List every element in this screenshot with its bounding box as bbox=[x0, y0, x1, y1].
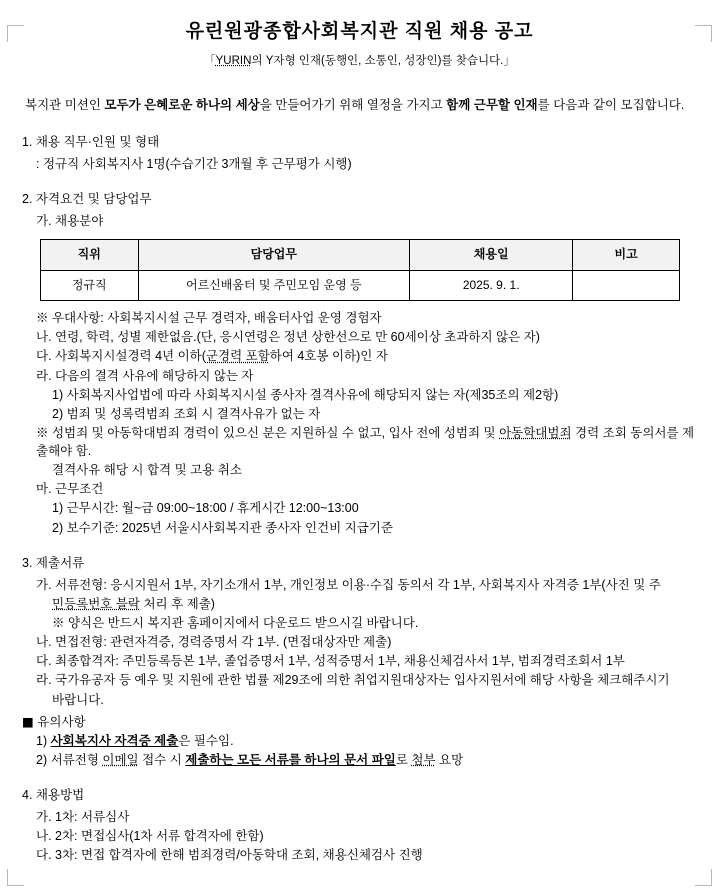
caution-item-1-number: 1) bbox=[36, 733, 48, 748]
table-cell-position: 정규직 bbox=[41, 270, 139, 300]
square-bullet-icon: ■ bbox=[22, 713, 34, 729]
cautions-block bbox=[22, 713, 697, 769]
section-3-heading bbox=[22, 554, 697, 572]
crop-mark-top-left bbox=[7, 25, 24, 42]
documents-item-ga-rest: 처리 후 제출) bbox=[140, 596, 215, 611]
crime-record-note-3: 결격사유 해당 시 합격 및 고용 취소 bbox=[52, 463, 242, 478]
section-method bbox=[22, 786, 697, 865]
method-item-na: 나. 2차: 면접심사(1차 서류 합격자에 한함) bbox=[36, 829, 264, 844]
qualification-item-da-rest: 하여 4호봉 이하)인 자 bbox=[269, 349, 388, 364]
documents-item-ga-line1: 가. 서류전형: 응시지원서 1부, 자기소개서 1부, 개인정보 이용·수집 동의서 각 1부, 사회복지사 자격증 1부(사진 및 주 bbox=[36, 577, 661, 592]
page-subtitle bbox=[22, 53, 697, 70]
section-1-line-1: : 정규직 사회복지사 1명(수습기간 3개월 후 근무평가 시행) bbox=[36, 156, 352, 171]
intro-bold-2: 함께 근무할 인재 bbox=[446, 98, 538, 113]
work-conditions-hours: 1) 근무시간: 월~금 09:00~18:00 / 휴게시간 12:00~13:00 bbox=[52, 501, 359, 516]
documents-form-note: ※ 양식은 반드시 복지관 홈페이지에서 다운로드 받으시길 바랍니다. bbox=[52, 616, 419, 630]
section-4-number: 4. bbox=[22, 788, 33, 802]
cautions-heading-label: 유의사항 bbox=[37, 714, 86, 729]
table-header-position: 직위 bbox=[41, 240, 139, 270]
method-item-da: 다. 3차: 면접 합격자에 한해 범죄경력/아동학대 조회, 채용신체검사 진행 bbox=[36, 848, 423, 863]
table-cell-date: 2025. 9. 1. bbox=[410, 270, 573, 300]
section-1-title: 채용 직무·인원 및 형태 bbox=[35, 134, 160, 149]
cautions-heading bbox=[22, 713, 697, 731]
qualification-item-da-mark: 군경력 포함 bbox=[205, 349, 270, 364]
section-recruitment-role bbox=[22, 133, 697, 173]
section-2-title: 자격요건 및 담당업무 bbox=[35, 192, 152, 207]
section-3-title: 제출서류 bbox=[35, 555, 85, 570]
crime-record-note bbox=[36, 424, 697, 460]
caution-item-2-mid: 접수 시 bbox=[138, 752, 186, 767]
table-header-row bbox=[41, 240, 680, 270]
table-header-duty: 담당업무 bbox=[138, 240, 410, 270]
section-1-heading bbox=[22, 133, 697, 151]
section-1-number: 1. bbox=[22, 134, 33, 149]
section-4-title: 채용방법 bbox=[35, 788, 85, 802]
caution-item-2-mark-email: 이메일 bbox=[102, 752, 139, 767]
section-documents bbox=[22, 554, 697, 709]
caution-item-2-pre: 서류전형 bbox=[50, 752, 103, 767]
work-conditions-salary: 2) 보수기준: 2025년 서울시사회복지관 종사자 인건비 지급기준 bbox=[52, 520, 393, 535]
documents-item-ra-line2: 바랍니다. bbox=[52, 692, 104, 707]
document-page bbox=[0, 18, 719, 893]
subtitle-prefix: 「 bbox=[204, 54, 216, 67]
page-title: 유린원광종합사회복지관 직원 채용 공고 bbox=[185, 21, 534, 42]
qualification-item-na: 나. 연령, 학력, 성별 제한없음.(단, 응시연령은 정년 상한선으로 만 60세이상 초과하지 않은 자) bbox=[36, 330, 540, 345]
subtitle-rest: 의 Y자형 인재(동행인, 소통인, 성장인)를 찾습니다.」 bbox=[251, 54, 515, 67]
documents-item-na: 나. 면접전형: 관련자격증, 경력증명서 각 1부. (면접대상자만 제출) bbox=[36, 635, 392, 650]
method-item-ga: 가. 1차: 서류심사 bbox=[36, 810, 130, 825]
caution-item-1 bbox=[36, 732, 697, 750]
qualification-item-da-text: 다. 사회복지시설경력 4년 이하( bbox=[36, 349, 206, 364]
intro-bold-1: 모두가 은혜로운 하나의 세상 bbox=[104, 98, 260, 113]
caution-item-2-end: 요망 bbox=[435, 752, 464, 767]
section-3-number: 3. bbox=[22, 555, 33, 570]
qualification-item-da bbox=[36, 347, 697, 365]
crime-record-note-1: ※ 성범죄 및 아동학대범죄 경력이 있으신 분은 지원하실 수 없고, 입사 전에 성범죄 및 bbox=[36, 425, 500, 440]
documents-item-ga-mark: 민등록번호 블락 bbox=[52, 596, 140, 611]
crop-mark-bottom-left bbox=[7, 869, 24, 886]
section-4-heading bbox=[22, 786, 697, 804]
table-header-date: 채용일 bbox=[410, 240, 573, 270]
caution-item-2-mark-attach: 첨부 bbox=[411, 752, 436, 767]
caution-item-2-bold: 제출하는 모든 서류를 하나의 문서 파일 bbox=[185, 752, 396, 767]
caution-item-2 bbox=[36, 751, 697, 769]
caution-item-2-post: 로 bbox=[395, 752, 412, 767]
table-cell-duty: 어르신배움터 및 주민모임 운영 등 bbox=[138, 270, 410, 300]
crime-record-note-2: 경력 조회 동의서를 제출해야 함. bbox=[36, 425, 695, 458]
documents-item-ga-line2 bbox=[52, 595, 697, 613]
recruitment-table bbox=[40, 239, 680, 301]
crop-mark-top-right bbox=[695, 25, 712, 42]
work-conditions-heading: 마. 근무조건 bbox=[36, 482, 104, 497]
caution-item-2-number: 2) bbox=[36, 752, 48, 767]
documents-item-da: 다. 최종합격자: 주민등록등본 1부, 졸업증명서 1부, 성적증명서 1부, 채용신체검사서 1부, 범죄경력조회서 1부 bbox=[36, 654, 625, 669]
qualification-item-ra-2: 2) 범죄 및 성록력범죄 조회 시 결격사유가 없는 자 bbox=[52, 406, 321, 421]
table-cell-note bbox=[573, 270, 680, 300]
section-qualifications bbox=[22, 190, 697, 230]
table-row bbox=[41, 270, 680, 300]
intro-text-1: 복지관 미션인 bbox=[25, 98, 105, 113]
intro-paragraph bbox=[22, 95, 697, 116]
caution-item-1-rest: 은 필수임. bbox=[178, 733, 234, 748]
section-2-heading bbox=[22, 190, 697, 208]
documents-item-ra-line1: 라. 국가유공자 등 예우 및 지원에 관한 법률 제29조에 의한 취업지원대상자는 입사지원서에 해당 사항을 체크해주시기 bbox=[36, 673, 670, 688]
crop-mark-bottom-right bbox=[695, 869, 712, 886]
intro-text-3: 를 다음과 같이 모집합니다. bbox=[537, 98, 685, 113]
section-2-subheading: 가. 채용분야 bbox=[36, 214, 104, 229]
preferred-note: ※ 우대사항: 사회복지시설 근무 경력자, 배움터사업 운영 경험자 bbox=[36, 311, 382, 326]
subtitle-brand: YURIN bbox=[215, 54, 252, 67]
section-2-number: 2. bbox=[22, 192, 33, 207]
table-header-note: 비고 bbox=[573, 240, 680, 270]
qualification-item-ra-1: 1) 사회복지사업법에 따라 사회복지시설 종사자 결격사유에 해당되지 않는 자(제35조의 제2항) bbox=[52, 387, 559, 402]
intro-text-2: 을 만들어가기 위해 열정을 가지고 bbox=[259, 98, 447, 113]
qualification-item-ra: 라. 다음의 결격 사유에 해당하지 않는 자 bbox=[36, 368, 254, 383]
crime-record-note-mark: 아동학대범죄 bbox=[499, 425, 572, 440]
caution-item-1-bold: 사회복지사 자격증 제출 bbox=[50, 733, 179, 748]
